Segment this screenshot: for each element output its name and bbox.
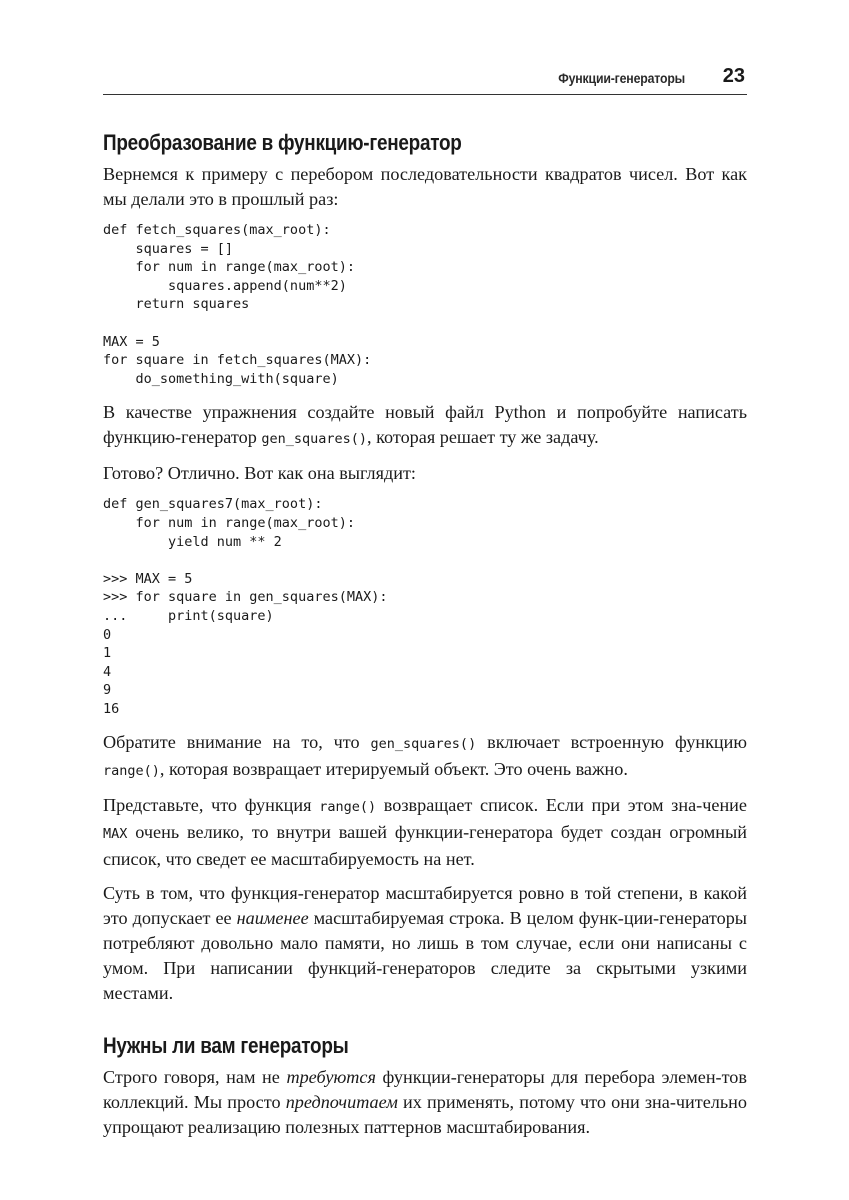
code-line: >>> for square in gen_squares(MAX): (103, 589, 388, 606)
text: Обратите внимание на то, что (103, 732, 371, 753)
code-line: squares = [] (103, 240, 234, 257)
code-line: 9 (103, 682, 112, 699)
code-line: MAX = 5 (103, 333, 160, 350)
text: возвращает список. Если при этом зна-чение (376, 795, 747, 816)
paragraph-generators-needed (103, 1065, 747, 1140)
text: функции-генераторы для перебора элемен-тов коллекций. Мы просто (103, 1067, 747, 1113)
text: масштабируемая строка. В целом функ-ции-генераторы потребляют довольно мало памяти, но лишь в том случае, если они написаны с умом. При написании функций-генераторов следите за скрытыми узкими местами. (103, 908, 748, 1004)
code-line: return squares (103, 296, 250, 313)
inline-code: range() (319, 799, 377, 816)
section-heading: Нужны ли вам генераторы (103, 1033, 349, 1059)
text: Суть в том, что функция-генератор масштабируется ровно в той степени, в какой это допускает ее (103, 883, 747, 929)
text: В качестве упражнения создайте новый файл Python и попробуйте написать функцию-генератор (103, 402, 747, 448)
paragraph-intro: Вернемся к примеру с перебором последовательности квадратов чисел. Вот как мы делали это в прошлый раз: (103, 164, 747, 209)
paragraph-imagine (103, 793, 747, 872)
code-line: 0 (103, 626, 112, 643)
paragraph-exercise (103, 400, 747, 452)
paragraph-ready: Готово? Отлично. Вот как она выглядит: (103, 463, 416, 484)
emphasis: наименее (236, 908, 309, 929)
code-line: for num in range(max_root): (103, 259, 355, 276)
paragraph-note (103, 730, 747, 784)
code-line: do_something_with(square) (103, 370, 339, 387)
code-line: 1 (103, 645, 112, 662)
running-title: Функции-генераторы (558, 70, 685, 86)
running-header (103, 60, 747, 95)
text: , которая решает ту же задачу. (367, 427, 599, 448)
code-line: def fetch_squares(max_root): (103, 222, 331, 238)
emphasis: предпочитаем (285, 1092, 398, 1113)
page-number: 23 (722, 65, 745, 87)
inline-code: range() (103, 763, 160, 780)
text: Представьте, что функция (103, 795, 320, 816)
code-line: 4 (103, 663, 112, 680)
code-line (103, 314, 747, 333)
code-block-fetch-squares (103, 221, 747, 388)
code-line: >>> MAX = 5 (103, 570, 193, 587)
section-heading: Преобразование в функцию-генератор (103, 130, 462, 155)
code-line: for num in range(max_root): (103, 514, 355, 531)
inline-code: gen_squares() (261, 431, 368, 448)
page-content (103, 130, 747, 1149)
text: их применять, потому что они зна-чительно упрощают реализацию полезных паттернов масштабирования. (103, 1092, 747, 1138)
text: Строго говоря, нам не (103, 1067, 287, 1088)
code-line: squares.append(num**2) (103, 277, 347, 294)
code-line: 16 (103, 700, 120, 717)
code-line: def gen_squares7(max_root): (103, 496, 323, 513)
text: включает встроенную функцию (476, 732, 747, 753)
emphasis: требуются (286, 1067, 376, 1088)
code-line (103, 551, 747, 570)
section-gap (103, 1015, 747, 1033)
code-line: ... print(square) (103, 607, 274, 624)
inline-code: gen_squares() (370, 736, 477, 753)
code-line: for square in fetch_squares(MAX): (103, 352, 372, 369)
inline-code: MAX (103, 826, 128, 843)
text: очень велико, то внутри вашей функции-генератора будет создан огромный список, что сведет ее масштабируемость на нет. (103, 822, 747, 870)
code-block-gen-squares (103, 495, 747, 718)
paragraph-point (103, 881, 747, 1006)
code-line: yield num ** 2 (103, 533, 282, 550)
text: , которая возвращает итерируемый объект. Это очень важно. (159, 759, 628, 780)
